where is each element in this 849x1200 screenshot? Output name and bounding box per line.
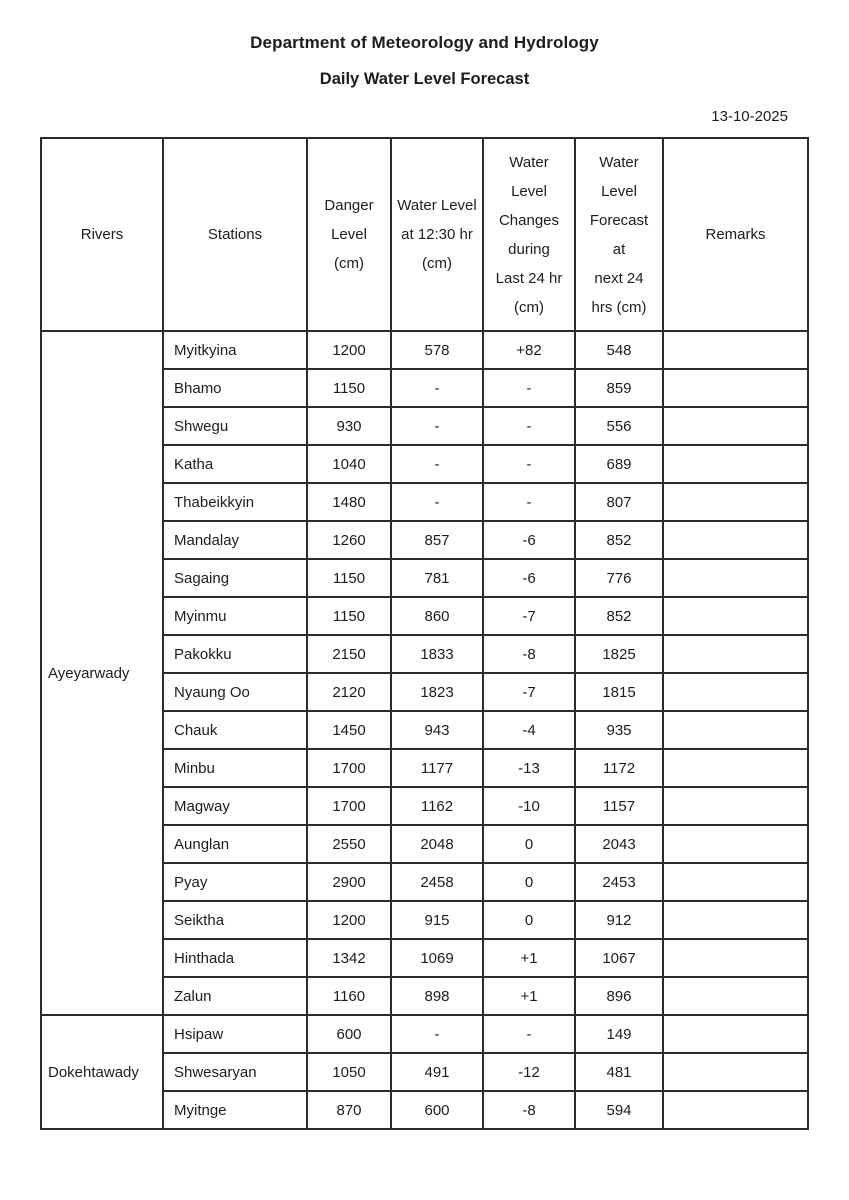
forecast-24hr-cell: 935 bbox=[575, 711, 663, 749]
remarks-cell bbox=[663, 635, 808, 673]
remarks-cell bbox=[663, 521, 808, 559]
water-level-cell: 2048 bbox=[391, 825, 483, 863]
water-level-cell: 915 bbox=[391, 901, 483, 939]
forecast-24hr-cell: 1815 bbox=[575, 673, 663, 711]
change-24hr-cell: -7 bbox=[483, 673, 575, 711]
danger-level-cell: 2900 bbox=[307, 863, 391, 901]
remarks-cell bbox=[663, 901, 808, 939]
forecast-24hr-cell: 2043 bbox=[575, 825, 663, 863]
column-header-remarks bbox=[663, 138, 808, 331]
danger-level-cell: 1150 bbox=[307, 597, 391, 635]
river-name: Ayeyarwady bbox=[41, 331, 163, 1015]
danger-level-cell: 600 bbox=[307, 1015, 391, 1053]
station-cell: Seiktha bbox=[163, 901, 307, 939]
remarks-cell bbox=[663, 331, 808, 369]
water-level-cell: - bbox=[391, 369, 483, 407]
water-level-cell: 781 bbox=[391, 559, 483, 597]
station-cell: Bhamo bbox=[163, 369, 307, 407]
header-line: Water bbox=[599, 153, 639, 171]
water-level-cell: 860 bbox=[391, 597, 483, 635]
water-level-cell: - bbox=[391, 407, 483, 445]
station-cell: Shwesaryan bbox=[163, 1053, 307, 1091]
change-24hr-cell: -6 bbox=[483, 559, 575, 597]
header-line: Rivers bbox=[80, 226, 124, 243]
station-cell: Minbu bbox=[163, 749, 307, 787]
remarks-cell bbox=[663, 369, 808, 407]
remarks-cell bbox=[663, 1015, 808, 1053]
water-level-table bbox=[40, 137, 809, 1130]
table-row bbox=[41, 1015, 808, 1053]
forecast-24hr-cell: 481 bbox=[575, 1053, 663, 1091]
station-cell: Katha bbox=[163, 445, 307, 483]
column-header-danger bbox=[307, 138, 391, 331]
danger-level-cell: 2120 bbox=[307, 673, 391, 711]
station-cell: Nyaung Oo bbox=[163, 673, 307, 711]
danger-level-cell: 1480 bbox=[307, 483, 391, 521]
water-level-cell: 857 bbox=[391, 521, 483, 559]
table-header bbox=[41, 138, 808, 331]
station-cell: Magway bbox=[163, 787, 307, 825]
change-24hr-cell: +82 bbox=[483, 331, 575, 369]
forecast-24hr-cell: 859 bbox=[575, 369, 663, 407]
remarks-cell bbox=[663, 559, 808, 597]
header-line: at bbox=[612, 240, 626, 258]
header-line: Changes bbox=[498, 211, 560, 229]
station-cell: Shwegu bbox=[163, 407, 307, 445]
forecast-24hr-cell: 852 bbox=[575, 597, 663, 635]
header-line: (cm) bbox=[422, 255, 452, 272]
station-cell: Pyay bbox=[163, 863, 307, 901]
remarks-cell bbox=[663, 1091, 808, 1129]
water-level-cell: 1833 bbox=[391, 635, 483, 673]
water-level-cell: 898 bbox=[391, 977, 483, 1015]
forecast-24hr-cell: 1825 bbox=[575, 635, 663, 673]
forecast-24hr-cell: 776 bbox=[575, 559, 663, 597]
forecast-24hr-cell: 852 bbox=[575, 521, 663, 559]
water-level-cell: - bbox=[391, 483, 483, 521]
remarks-cell bbox=[663, 673, 808, 711]
danger-level-cell: 1700 bbox=[307, 749, 391, 787]
remarks-cell bbox=[663, 1053, 808, 1091]
change-24hr-cell: -8 bbox=[483, 1091, 575, 1129]
forecast-24hr-cell: 548 bbox=[575, 331, 663, 369]
header-line: during bbox=[508, 240, 550, 258]
danger-level-cell: 1200 bbox=[307, 331, 391, 369]
change-24hr-cell: 0 bbox=[483, 863, 575, 901]
water-level-cell: 1823 bbox=[391, 673, 483, 711]
danger-level-cell: 1050 bbox=[307, 1053, 391, 1091]
forecast-24hr-cell: 556 bbox=[575, 407, 663, 445]
header-line: Level bbox=[511, 182, 547, 200]
river-name: Dokehtawady bbox=[41, 1015, 163, 1129]
water-level-cell: 491 bbox=[391, 1053, 483, 1091]
change-24hr-cell: +1 bbox=[483, 939, 575, 977]
header-line: Level bbox=[601, 182, 637, 200]
forecast-24hr-cell: 1172 bbox=[575, 749, 663, 787]
danger-level-cell: 1150 bbox=[307, 369, 391, 407]
water-level-cell: 1069 bbox=[391, 939, 483, 977]
change-24hr-cell: -6 bbox=[483, 521, 575, 559]
change-24hr-cell: - bbox=[483, 1015, 575, 1053]
forecast-24hr-cell: 594 bbox=[575, 1091, 663, 1129]
forecast-24hr-cell: 1157 bbox=[575, 787, 663, 825]
water-level-cell: 578 bbox=[391, 331, 483, 369]
change-24hr-cell: - bbox=[483, 483, 575, 521]
danger-level-cell: 1040 bbox=[307, 445, 391, 483]
change-24hr-cell: 0 bbox=[483, 825, 575, 863]
forecast-24hr-cell: 912 bbox=[575, 901, 663, 939]
station-cell: Zalun bbox=[163, 977, 307, 1015]
header-line: at 12:30 hr bbox=[401, 226, 473, 243]
station-cell: Chauk bbox=[163, 711, 307, 749]
header-line: Forecast bbox=[589, 211, 649, 229]
forecast-24hr-cell: 1067 bbox=[575, 939, 663, 977]
danger-level-cell: 1260 bbox=[307, 521, 391, 559]
forecast-24hr-cell: 807 bbox=[575, 483, 663, 521]
danger-level-cell: 1200 bbox=[307, 901, 391, 939]
remarks-cell bbox=[663, 445, 808, 483]
remarks-cell bbox=[663, 711, 808, 749]
remarks-cell bbox=[663, 939, 808, 977]
station-cell: Thabeikkyin bbox=[163, 483, 307, 521]
header-line: Stations bbox=[207, 226, 263, 243]
danger-level-cell: 2550 bbox=[307, 825, 391, 863]
station-cell: Hinthada bbox=[163, 939, 307, 977]
column-header-river bbox=[41, 138, 163, 331]
water-level-cell: - bbox=[391, 445, 483, 483]
forecast-24hr-cell: 149 bbox=[575, 1015, 663, 1053]
header-line: hrs (cm) bbox=[591, 298, 647, 316]
water-level-cell: 1177 bbox=[391, 749, 483, 787]
column-header-level bbox=[391, 138, 483, 331]
remarks-cell bbox=[663, 787, 808, 825]
change-24hr-cell: - bbox=[483, 407, 575, 445]
table-body bbox=[41, 331, 808, 1129]
water-level-cell: 1162 bbox=[391, 787, 483, 825]
forecast-24hr-cell: 689 bbox=[575, 445, 663, 483]
change-24hr-cell: +1 bbox=[483, 977, 575, 1015]
header-line: next 24 bbox=[594, 269, 644, 287]
change-24hr-cell: - bbox=[483, 445, 575, 483]
water-level-cell: - bbox=[391, 1015, 483, 1053]
change-24hr-cell: - bbox=[483, 369, 575, 407]
water-level-cell: 2458 bbox=[391, 863, 483, 901]
page-title: Department of Meteorology and Hydrology bbox=[250, 33, 599, 52]
danger-level-cell: 1150 bbox=[307, 559, 391, 597]
change-24hr-cell: -12 bbox=[483, 1053, 575, 1091]
remarks-cell bbox=[663, 825, 808, 863]
remarks-cell bbox=[663, 977, 808, 1015]
station-cell: Mandalay bbox=[163, 521, 307, 559]
header-line: Water bbox=[509, 153, 549, 171]
station-cell: Hsipaw bbox=[163, 1015, 307, 1053]
forecast-24hr-cell: 896 bbox=[575, 977, 663, 1015]
header-line: Last 24 hr bbox=[495, 269, 563, 287]
station-cell: Myitnge bbox=[163, 1091, 307, 1129]
station-cell: Sagaing bbox=[163, 559, 307, 597]
station-cell: Pakokku bbox=[163, 635, 307, 673]
danger-level-cell: 870 bbox=[307, 1091, 391, 1129]
danger-level-cell: 1450 bbox=[307, 711, 391, 749]
change-24hr-cell: -4 bbox=[483, 711, 575, 749]
danger-level-cell: 1342 bbox=[307, 939, 391, 977]
header-row bbox=[41, 138, 808, 331]
header-line: Level bbox=[331, 226, 367, 243]
remarks-cell bbox=[663, 749, 808, 787]
danger-level-cell: 2150 bbox=[307, 635, 391, 673]
column-header-change bbox=[483, 138, 575, 331]
change-24hr-cell: -10 bbox=[483, 787, 575, 825]
danger-level-cell: 930 bbox=[307, 407, 391, 445]
header-line: Remarks bbox=[705, 226, 766, 243]
table-row bbox=[41, 331, 808, 369]
page-subtitle: Daily Water Level Forecast bbox=[319, 70, 530, 88]
remarks-cell bbox=[663, 863, 808, 901]
change-24hr-cell: -7 bbox=[483, 597, 575, 635]
column-header-station bbox=[163, 138, 307, 331]
header-line: (cm) bbox=[334, 255, 364, 272]
station-cell: Myitkyina bbox=[163, 331, 307, 369]
water-level-cell: 600 bbox=[391, 1091, 483, 1129]
station-cell: Myinmu bbox=[163, 597, 307, 635]
station-cell: Aunglan bbox=[163, 825, 307, 863]
header-line: Water Level bbox=[397, 197, 477, 214]
danger-level-cell: 1160 bbox=[307, 977, 391, 1015]
header-line: (cm) bbox=[514, 298, 544, 316]
remarks-cell bbox=[663, 407, 808, 445]
forecast-24hr-cell: 2453 bbox=[575, 863, 663, 901]
remarks-cell bbox=[663, 483, 808, 521]
report-date: 13-10-2025 bbox=[711, 108, 788, 125]
remarks-cell bbox=[663, 597, 808, 635]
change-24hr-cell: 0 bbox=[483, 901, 575, 939]
change-24hr-cell: -13 bbox=[483, 749, 575, 787]
danger-level-cell: 1700 bbox=[307, 787, 391, 825]
water-level-cell: 943 bbox=[391, 711, 483, 749]
column-header-forecast bbox=[575, 138, 663, 331]
header-line: Danger bbox=[324, 197, 374, 214]
change-24hr-cell: -8 bbox=[483, 635, 575, 673]
